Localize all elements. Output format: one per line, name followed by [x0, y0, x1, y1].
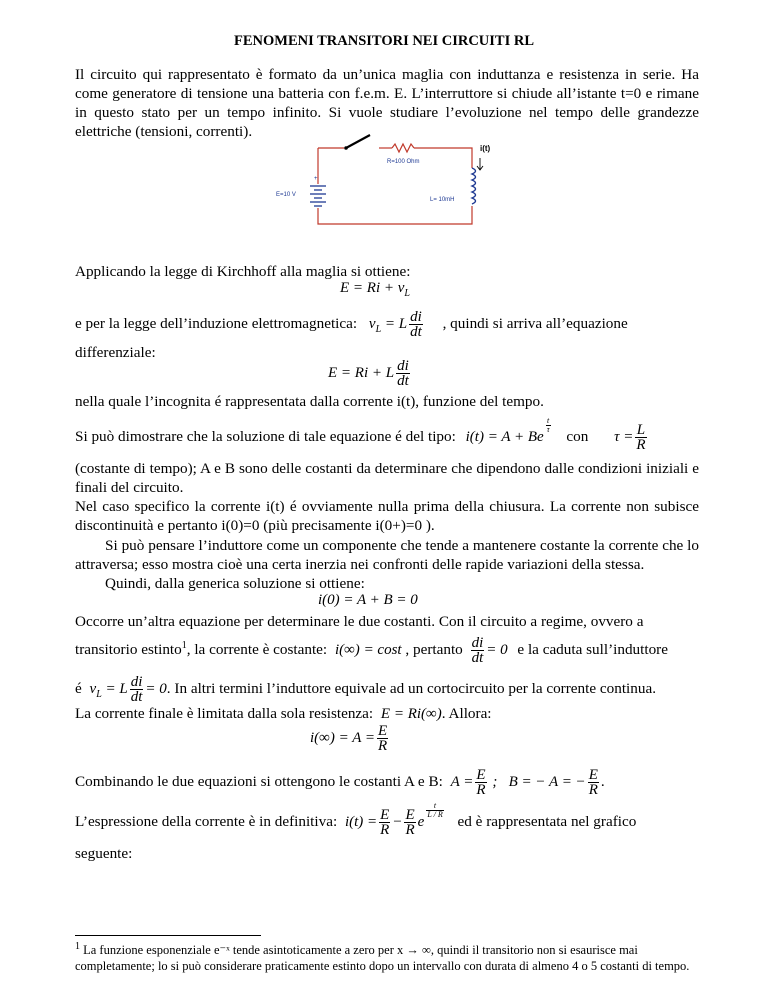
- final-current-line: La corrente finale è limitata dalla sola resistenza: E = Ri(∞). Allora:: [75, 705, 492, 722]
- steady-state-line: transitorio estinto$^1$, la corrente è costante: i(∞) = cost , pertanto $\frac{di}{dt}$ = 0 e la caduta sull’induttore: [75, 635, 668, 667]
- constants-paragraph: (costante di tempo); A e B sono delle costanti da determinare che dipendono dalle condizioni iniziali e finali del circuito.: [75, 460, 699, 496]
- footnote-separator: [75, 935, 261, 936]
- differential-equation: E = Ri + L $\frac{di}{dt}$: [328, 358, 409, 389]
- final-current-equation: i(∞) = A = $\frac{E}{R}$: [310, 723, 388, 754]
- induction-line: e per la legge dell’induzione elettromagnetica: $v_L = L$ $\frac{di}{dt}$ , quindi si arriva all’equazione: [75, 309, 628, 340]
- inductor-coil: [472, 168, 476, 204]
- current-label: i(t): [480, 144, 491, 153]
- svg-text:+: +: [314, 176, 318, 182]
- source-label: E=10 V: [276, 192, 296, 198]
- resistor-label: R=100 Ohm: [387, 159, 420, 165]
- solution-line: Si può dimostrare che la soluzione di tale equazione é del tipo: i(t) = A + Be $\frac{t}{\tau}$ con τ = $\frac{L}{R}$: [75, 416, 646, 453]
- battery-symbol: [310, 186, 326, 206]
- specific-paragraph: Nel caso specifico la corrente i(t) é ovviamente nulla prima della chiusura. La corrente non subisce discontinuità e pertanto i(0)=0 (più precisamente i(0+)=0 ).: [75, 498, 699, 534]
- kirchhoff-equation: $E = Ri + v_L$: [340, 280, 410, 299]
- intro-paragraph: Il circuito qui rappresentato è formato da un’unica maglia con induttanza e resistenza in serie. Ha come generatore di tensione una batteria con f.e.m. E. L’interruttore si chiude all’istante t=0 e rimane in questo stato per un tempo infinito. Si vuole studiare l’evoluzione nel tempo delle grandezze elettriche (tensioni, correnti).: [75, 66, 699, 140]
- document-title: FENOMENI TRANSITORI NEI CIRCUITI RL: [234, 33, 534, 49]
- diff-label: differenziale:: [75, 344, 156, 361]
- constants-line: Combinando le due equazioni si ottengono le costanti A e B: A = $\frac{E}{R}$ ; B = − A = − $\frac{E}{R}$ .: [75, 767, 605, 798]
- another-equation-text: Occorre un’altra equazione per determinare le due costanti. Con il circuito a regime, ovvero a: [75, 613, 644, 630]
- thus-text: Quindi, dalla generica soluzione si ottiene:: [105, 575, 365, 592]
- inductor-label: L= 10mH: [430, 197, 455, 203]
- short-circuit-line: é $v_L = L$ $\frac{di}{dt}$ = 0. In altri termini l’induttore equivale ad un cortocircuito per la corrente continua.: [75, 674, 656, 705]
- circuit-diagram: [274, 128, 514, 243]
- initial-condition-equation: i(0) = A + B = 0: [318, 592, 418, 608]
- kirchhoff-text: Applicando la legge di Kirchhoff alla maglia si ottiene:: [75, 263, 411, 280]
- footnote: $^1$ La funzione esponenziale e⁻ˣ tende asintoticamente a zero per x → ∞, quindi il transitorio non si esaurisce mai completamente; lo si può considerare praticamente estinto dopo un intervallo con durata di almeno 4 o 5 costanti di tempo.: [75, 941, 690, 974]
- switch-lever: [346, 135, 370, 148]
- graph-text-continued: seguente:: [75, 845, 133, 862]
- expression-line: L’espressione della corrente è in definitiva: i(t) = $\frac{E}{R}$ − $\frac{E}{R}$ e $\frac{t}{L / R}$ ed è rappresentata nel grafico: [75, 801, 637, 838]
- inductor-paragraph: Si può pensare l’induttore come un componente che tende a mantenere costante la corrente che lo attraversa; esso mostra cioè una certa inerzia nei confronti delle rapide variazioni della stessa.: [75, 537, 699, 573]
- unknown-text: nella quale l’incognita é rappresentata dalla corrente i(t), funzione del tempo.: [75, 393, 544, 410]
